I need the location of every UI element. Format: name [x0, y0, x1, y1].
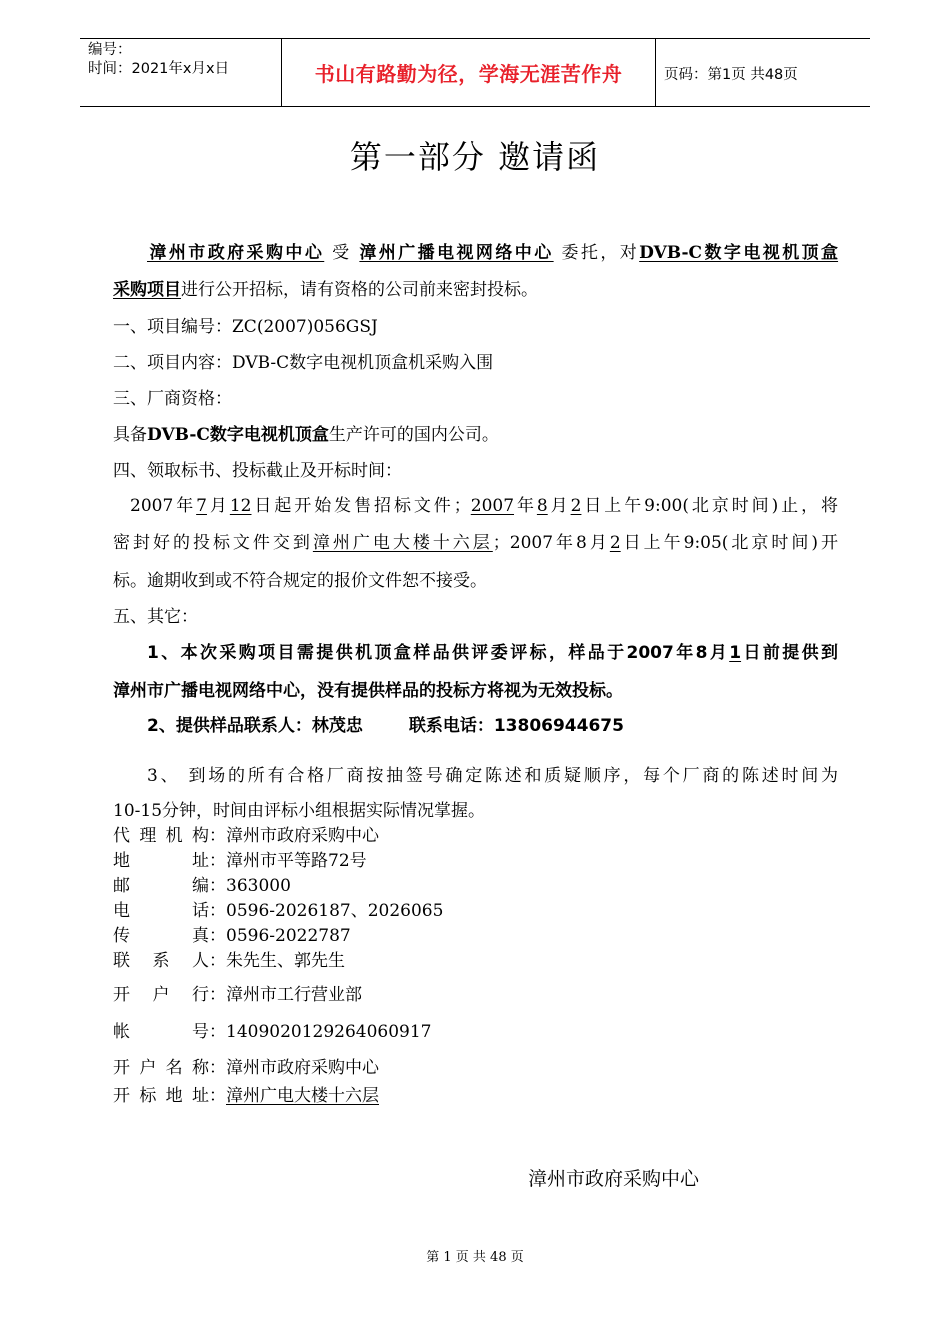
contact-postcode: 邮编：363000	[113, 876, 291, 896]
contact-bank: 开户行：漳州市工行营业部	[113, 985, 362, 1005]
project-content: 二、项目内容：DVB-C数字电视机顶盒机采购入围	[113, 353, 494, 373]
order-line-2: 10-15分钟，时间由评标小组根据实际情况掌握。	[113, 801, 486, 821]
intro-line-2: 采购项目进行公开招标，请有资格的公司前来密封投标。	[113, 280, 538, 300]
client-name: 漳州广播电视网络中心	[359, 243, 554, 263]
schedule-line-1: 2007年7月12日起开始发售招标文件；2007年8月2日上午9:00(北京时间)止，将	[130, 496, 839, 516]
page-header	[80, 38, 870, 107]
project-number: 一、项目编号：ZC(2007)056GSJ	[113, 317, 378, 337]
other-heading: 五、其它：	[113, 607, 198, 627]
agency-name: 漳州市政府采购中心	[147, 243, 325, 263]
sample-line-2: 漳州市广播电视网络中心，没有提供样品的投标方将视为无效投标。	[113, 681, 623, 701]
page-footer: 第 1 页 共 48 页	[426, 1250, 524, 1265]
project-name: DVB-C数字电视机顶盒	[639, 243, 839, 263]
contact-bid-opening-address: 开标地址：漳州广电大楼十六层	[113, 1086, 379, 1106]
order-line-1: 3、 到场的所有合格厂商按抽签号确定陈述和质疑顺序，每个厂商的陈述时间为	[147, 766, 838, 786]
contact-fax: 传真：0596-2022787	[113, 926, 351, 946]
schedule-line-3: 标。逾期收到或不符合规定的报价文件恕不接受。	[113, 571, 487, 591]
contact-phone: 电话：0596-2026187、2026065	[113, 901, 444, 921]
time-heading: 四、领取标书、投标截止及开标时间：	[113, 461, 402, 481]
contact-account: 帐号：1409020129264060917	[113, 1022, 432, 1042]
contact-person: 联系人：朱先生、郭先生	[113, 951, 345, 971]
time-label: 时间：2021年x月x日	[88, 61, 230, 77]
header-divider	[655, 39, 656, 106]
sample-line-1: 1、本次采购项目需提供机顶盒样品供评委评标，样品于2007年8月1日前提供到	[147, 643, 838, 663]
intro-line-1: 漳州市政府采购中心 受 漳州广播电视网络中心 委托，对DVB-C数字电视机顶盒	[147, 243, 839, 263]
contact-address: 地址：漳州市平等路72号	[113, 851, 367, 871]
header-meta	[88, 41, 229, 79]
schedule-line-2: 密封好的投标文件交到漳州广电大楼十六层；2007年8月2日上午9:05(北京时间)开	[113, 533, 838, 553]
header-page-label: 页码：第1页 共48页	[664, 67, 798, 83]
contact-account-name: 开户名称：漳州市政府采购中心	[113, 1058, 379, 1078]
page-title: 第一部分 邀请函	[349, 138, 601, 176]
signature: 漳州市政府采购中心	[528, 1168, 700, 1190]
header-motto: 书山有路勤为径，学海无涯苦作舟	[314, 62, 623, 86]
contact-agency: 代理机构：漳州市政府采购中心	[113, 826, 379, 846]
serial-label: 编号：	[88, 42, 132, 58]
bid-location: 漳州广电大楼十六层	[312, 533, 493, 553]
qualification-heading: 三、厂商资格：	[113, 389, 232, 409]
sample-contact: 2、提供样品联系人：林茂忠 联系电话：13806944675	[147, 716, 624, 736]
qualification-text: 具备DVB-C数字电视机顶盒生产许可的国内公司。	[113, 425, 499, 445]
